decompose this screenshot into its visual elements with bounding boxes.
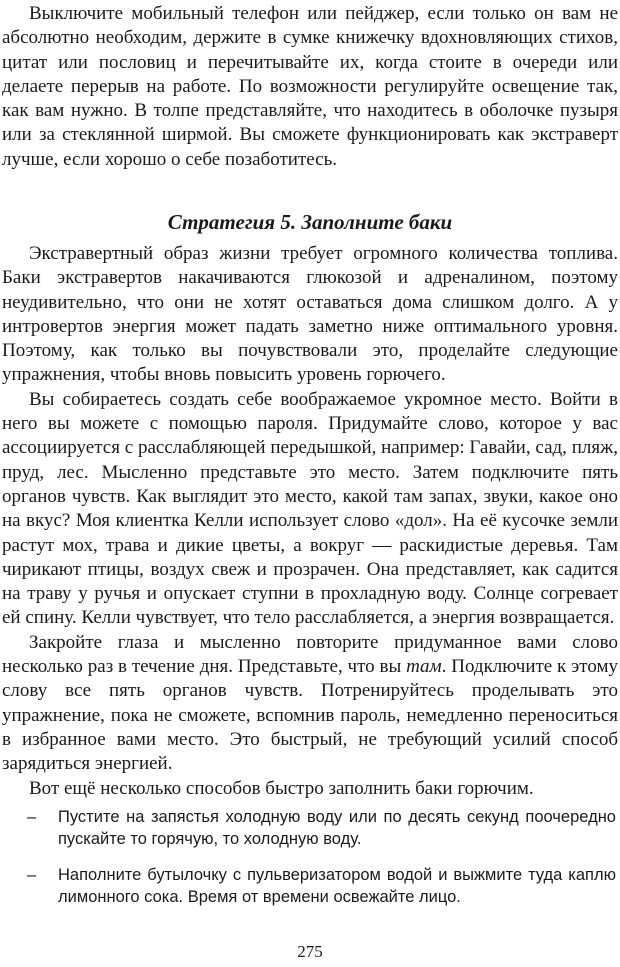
list-item: [0, 864, 620, 908]
paragraph: Экстравертный образ жизни требует огромного количества топлива. Баки экстравертов накачиваются глюкозой и адреналином, поэтому неудивительно, что они не хотят оставаться дома слишком долго. А у интровертов энергия может падать заметно ниже оптимального уровня. Поэтому, как только вы почувствовали это, проделайте следующие упражнения, чтобы вновь повысить уровень горючего.: [2, 243, 618, 386]
emphasized-word: там: [406, 656, 442, 678]
paragraph-text: Закройте глаза и мысленно повторите придуманное вами слово несколько раз в течение дня. Представьте, что вы: [2, 631, 618, 678]
body-text-block: [2, 242, 618, 801]
paragraph: Вы собираетесь создать себе воображаемое укромное место. Войти в него вы можете с помощью пароля. Придумайте слово, которое у вас ассоциируется с расслабляющей передышкой, например: Гавайи, сад, пляж, пруд, лес. Мысленно представьте это место. Затем подключите пять органов чувств. Как выглядит это место, какой там запах, звуки, какое оно на вкус? Моя клиентка Келли использует слово «дол». На её кусочке земли растут мох, трава и дикие цветы, а вокруг — раскидистые деревья. Там чирикают птицы, воздух свеж и прозрачен. Она представляет, как садится на траву у ручья и опускает ступни в прохладную воду. Солнце согревает ей спину. Келли чувствует, что тело расслабляется, а энергия возвращается.: [2, 388, 618, 629]
paragraph-text: . Подключите к этому слову все пять органов чувств. Потренируйтесь проделывать это упражнение, пока не сможете, вспомнив пароль, немедленно переноситься в избранное вами место. Это быстрый, не требующий усилий способ зарядиться энергией.: [2, 656, 618, 775]
intro-paragraph: Выключите мобильный телефон или пейджер, если только он вам не абсолютно необходим, держите в сумке книжечку вдохновляющих стихов, цитат или пословиц и перечитывайте их, когда стоите в очереди или делаете перерыв на работе. По возможности регулируйте освещение так, как вам нужно. В толпе представляйте, что находитесь в оболочке пузыря или за стеклянной ширмой. Вы сможете функционировать как экстраверт лучше, если хорошо о себе позаботитесь.: [2, 3, 618, 170]
paragraph: [2, 631, 618, 777]
list-item-text: Наполните бутылочку с пульверизатором водой и выжмите туда каплю лимонного сока. Время от времени освежайте лицо.: [58, 866, 616, 906]
list-intro: Вот ещё несколько способов быстро заполнить баки горючим.: [29, 777, 534, 799]
list-item: [0, 806, 620, 850]
list-item-text: Пустите на запястья холодную воду или по десять секунд поочередно пускайте то горячую, то холодную воду.: [58, 808, 616, 848]
tips-list: [0, 806, 620, 922]
page-number: 275: [297, 942, 323, 961]
dash-marker: –: [27, 866, 37, 884]
intro-text-block: [2, 2, 618, 172]
section-heading: Стратегия 5. Заполните баки: [167, 210, 453, 234]
dash-marker: –: [27, 808, 37, 826]
